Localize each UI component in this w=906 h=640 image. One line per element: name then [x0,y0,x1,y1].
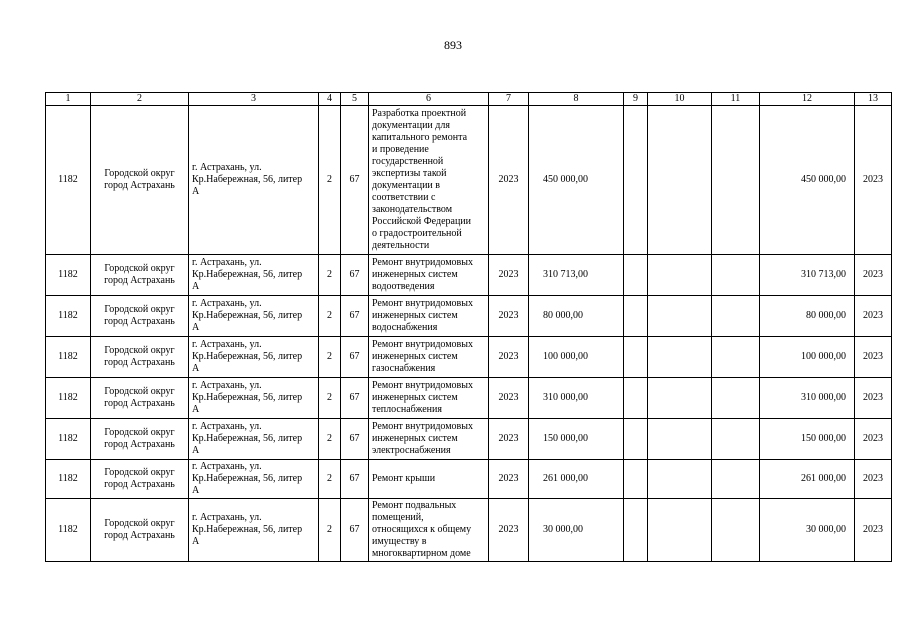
column-number-row [46,93,892,106]
cost: 30 000,00 [529,499,624,562]
year: 2023 [489,460,529,499]
table-row [46,460,892,499]
work-type: Ремонт внутридомовых инженерных систем газоснабжения [369,337,489,378]
year-end: 2023 [855,499,892,562]
year: 2023 [489,296,529,337]
col-4-value: 2 [319,460,341,499]
total-cost: 310 713,00 [760,255,855,296]
address: г. Астрахань, ул. Кр.Набережная, 56, литер А [189,460,319,499]
table-row [46,378,892,419]
col-11-value [712,378,760,419]
year-end: 2023 [855,378,892,419]
col-9-value [624,460,648,499]
record-id: 1182 [46,378,91,419]
column-number: 1 [46,93,91,106]
total-cost: 310 000,00 [760,378,855,419]
record-id: 1182 [46,499,91,562]
col-4-value: 2 [319,499,341,562]
column-number: 4 [319,93,341,106]
column-number: 9 [624,93,648,106]
year-end: 2023 [855,460,892,499]
col-5-value: 67 [341,255,369,296]
year-end: 2023 [855,337,892,378]
page-number: 893 [444,38,462,52]
municipality: Городской округ город Астрахань [91,255,189,296]
total-cost: 30 000,00 [760,499,855,562]
year: 2023 [489,106,529,255]
address: г. Астрахань, ул. Кр.Набережная, 56, литер А [189,419,319,460]
municipality: Городской округ город Астрахань [91,460,189,499]
municipality: Городской округ город Астрахань [91,499,189,562]
year: 2023 [489,419,529,460]
column-number: 12 [760,93,855,106]
address: г. Астрахань, ул. Кр.Набережная, 56, литер А [189,106,319,255]
col-9-value [624,106,648,255]
col-11-value [712,419,760,460]
total-cost: 80 000,00 [760,296,855,337]
col-5-value: 67 [341,337,369,378]
year: 2023 [489,255,529,296]
col-11-value [712,255,760,296]
col-5-value: 67 [341,106,369,255]
col-11-value [712,460,760,499]
record-id: 1182 [46,296,91,337]
col-4-value: 2 [319,255,341,296]
col-9-value [624,378,648,419]
column-number: 8 [529,93,624,106]
cost: 150 000,00 [529,419,624,460]
col-10-value [648,106,712,255]
col-9-value [624,499,648,562]
col-11-value [712,337,760,378]
year-end: 2023 [855,296,892,337]
column-number: 6 [369,93,489,106]
year-end: 2023 [855,106,892,255]
record-id: 1182 [46,419,91,460]
col-9-value [624,296,648,337]
table-row [46,337,892,378]
cost: 100 000,00 [529,337,624,378]
column-number: 13 [855,93,892,106]
cost: 261 000,00 [529,460,624,499]
municipality: Городской округ город Астрахань [91,419,189,460]
address: г. Астрахань, ул. Кр.Набережная, 56, литер А [189,296,319,337]
col-5-value: 67 [341,419,369,460]
col-5-value: 67 [341,460,369,499]
address: г. Астрахань, ул. Кр.Набережная, 56, литер А [189,378,319,419]
record-id: 1182 [46,106,91,255]
capital-repair-table [45,92,892,562]
col-9-value [624,419,648,460]
col-5-value: 67 [341,378,369,419]
year-end: 2023 [855,419,892,460]
col-11-value [712,106,760,255]
work-type: Ремонт внутридомовых инженерных систем водоотведения [369,255,489,296]
col-4-value: 2 [319,296,341,337]
total-cost: 100 000,00 [760,337,855,378]
col-10-value [648,255,712,296]
work-type: Разработка проектной документации для капитального ремонта и проведение государственной экспертизы такой документации в соответствии с законодательством Российской Федерации о градостроительной деятельности [369,106,489,255]
cost: 450 000,00 [529,106,624,255]
work-type: Ремонт внутридомовых инженерных систем электроснабжения [369,419,489,460]
col-10-value [648,378,712,419]
col-10-value [648,499,712,562]
work-type: Ремонт внутридомовых инженерных систем теплоснабжения [369,378,489,419]
col-11-value [712,296,760,337]
col-10-value [648,460,712,499]
col-4-value: 2 [319,337,341,378]
address: г. Астрахань, ул. Кр.Набережная, 56, литер А [189,255,319,296]
cost: 310 000,00 [529,378,624,419]
address: г. Астрахань, ул. Кр.Набережная, 56, литер А [189,499,319,562]
column-number: 5 [341,93,369,106]
col-9-value [624,255,648,296]
work-type: Ремонт крыши [369,460,489,499]
total-cost: 150 000,00 [760,419,855,460]
col-5-value: 67 [341,296,369,337]
record-id: 1182 [46,337,91,378]
record-id: 1182 [46,255,91,296]
total-cost: 261 000,00 [760,460,855,499]
col-10-value [648,296,712,337]
column-number: 10 [648,93,712,106]
table-row [46,419,892,460]
municipality: Городской округ город Астрахань [91,378,189,419]
address: г. Астрахань, ул. Кр.Набережная, 56, литер А [189,337,319,378]
table-row [46,255,892,296]
municipality: Городской округ город Астрахань [91,337,189,378]
col-10-value [648,337,712,378]
year: 2023 [489,337,529,378]
col-4-value: 2 [319,419,341,460]
municipality: Городской округ город Астрахань [91,296,189,337]
work-type: Ремонт внутридомовых инженерных систем водоснабжения [369,296,489,337]
table-row [46,296,892,337]
column-number: 11 [712,93,760,106]
total-cost: 450 000,00 [760,106,855,255]
column-number: 2 [91,93,189,106]
work-type: Ремонт подвальных помещений, относящихся к общему имуществу в многоквартирном доме [369,499,489,562]
col-10-value [648,419,712,460]
table-row [46,499,892,562]
col-4-value: 2 [319,378,341,419]
year: 2023 [489,499,529,562]
col-11-value [712,499,760,562]
table-row [46,106,892,255]
cost: 80 000,00 [529,296,624,337]
year: 2023 [489,378,529,419]
record-id: 1182 [46,460,91,499]
municipality: Городской округ город Астрахань [91,106,189,255]
cost: 310 713,00 [529,255,624,296]
year-end: 2023 [855,255,892,296]
col-9-value [624,337,648,378]
column-number: 7 [489,93,529,106]
col-4-value: 2 [319,106,341,255]
column-number: 3 [189,93,319,106]
col-5-value: 67 [341,499,369,562]
